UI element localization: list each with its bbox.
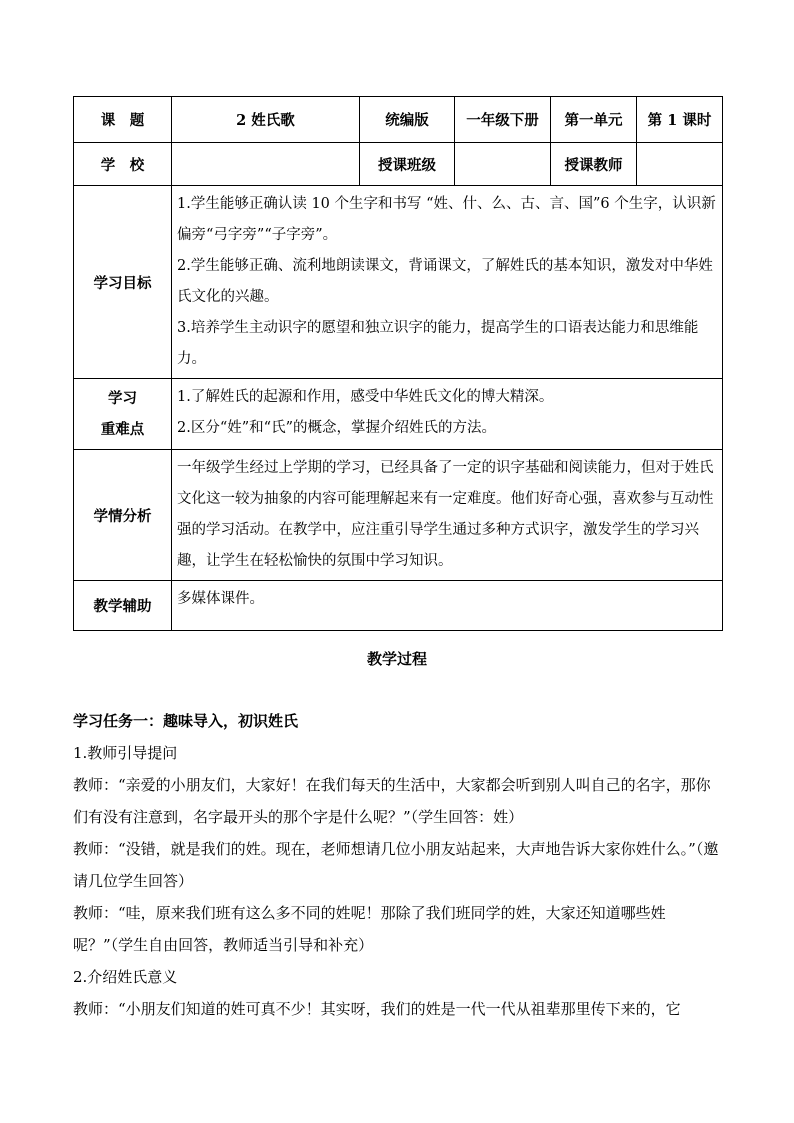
goal-item: 1.学生能够正确认读 10 个生字和书写 “姓、什、么、古、言、国”6 个生字，认识新偏旁“弓字旁”“子字旁”。: [177, 196, 716, 243]
teaching-process: [73, 705, 725, 1025]
period-cell: 第 1 课时: [637, 97, 723, 143]
section-title: 教学过程: [366, 650, 427, 668]
analysis-label: 学情分析: [74, 450, 172, 581]
lesson-title-value: 2 姓氏歌: [172, 97, 360, 143]
school-value: [172, 143, 360, 186]
lesson-title-label: 课 题: [74, 97, 172, 143]
goals-label: 学习目标: [74, 186, 172, 379]
grade-cell: 一年级下册: [455, 97, 551, 143]
goals-content: [172, 186, 723, 379]
analysis-content: 一年级学生经过上学期的学习，已经具备了一定的识字基础和阅读能力，但对于姓氏文化这一较为抽象的内容可能理解起来有一定难度。他们好奇心强，喜欢参与互动性强的学习活动。在教学中，应注重引导学生通过多种方式识字，激发学生的学习兴趣，让学生在轻松愉快的氛围中学习知识。: [172, 450, 723, 581]
edition-cell: 统编版: [360, 97, 455, 143]
task-heading: 学习任务一：趣味导入，初识姓氏: [73, 712, 299, 730]
lesson-info-table: [73, 96, 723, 631]
teacher-value: [637, 143, 723, 186]
school-row: [74, 143, 723, 186]
key-points-content: [172, 379, 723, 450]
goal-item: 2.学生能够正确、流利地朗读课文，背诵课文，了解姓氏的基本知识，激发对中华姓氏文化的兴趣。: [177, 258, 713, 305]
class-value: [455, 143, 551, 186]
goals-row: [74, 186, 723, 379]
aids-label: 教学辅助: [74, 581, 172, 631]
header-row: [74, 97, 723, 143]
school-label: 学 校: [74, 143, 172, 186]
analysis-row: [74, 450, 723, 581]
key-point-item: 1.了解姓氏的起源和作用，感受中华姓氏文化的博大精深。: [177, 389, 554, 405]
key-points-label-line2: 重难点: [100, 421, 145, 438]
teacher-label: 授课教师: [551, 143, 637, 186]
dialogue-paragraph: 教师：“小朋友们知道的姓可真不少！其实呀，我们的姓是一代一代从祖辈那里传下来的，它: [73, 1000, 681, 1018]
step-heading: 2.介绍姓氏意义: [73, 968, 178, 986]
unit-cell: 第一单元: [551, 97, 637, 143]
dialogue-paragraph: 教师：“哇，原来我们班有这么多不同的姓呢！那除了我们班同学的姓，大家还知道哪些姓呢？”（学生自由回答，教师适当引导和补充）: [73, 904, 666, 954]
class-label: 授课班级: [360, 143, 455, 186]
key-points-label-line1: 学习: [108, 390, 137, 407]
dialogue-paragraph: 教师：“亲爱的小朋友们，大家好！在我们每天的生活中，大家都会听到别人叫自己的名字，那你们有没有注意到，名字最开头的那个字是什么呢？”（学生回答：姓）: [73, 776, 711, 826]
step-heading: 1.教师引导提问: [73, 744, 178, 762]
aids-content: 多媒体课件。: [172, 581, 723, 631]
key-points-row: [74, 379, 723, 450]
aids-row: [74, 581, 723, 631]
key-points-label: [74, 379, 172, 450]
dialogue-paragraph: 教师：“没错，就是我们的姓。现在，老师想请几位小朋友站起来，大声地告诉大家你姓什么。”（邀请几位学生回答）: [73, 840, 719, 890]
goal-item: 3.培养学生主动识字的愿望和独立识字的能力，提高学生的口语表达能力和思维能力。: [177, 320, 699, 367]
key-point-item: 2.区分“姓”和“氏”的概念，掌握介绍姓氏的方法。: [177, 420, 496, 436]
